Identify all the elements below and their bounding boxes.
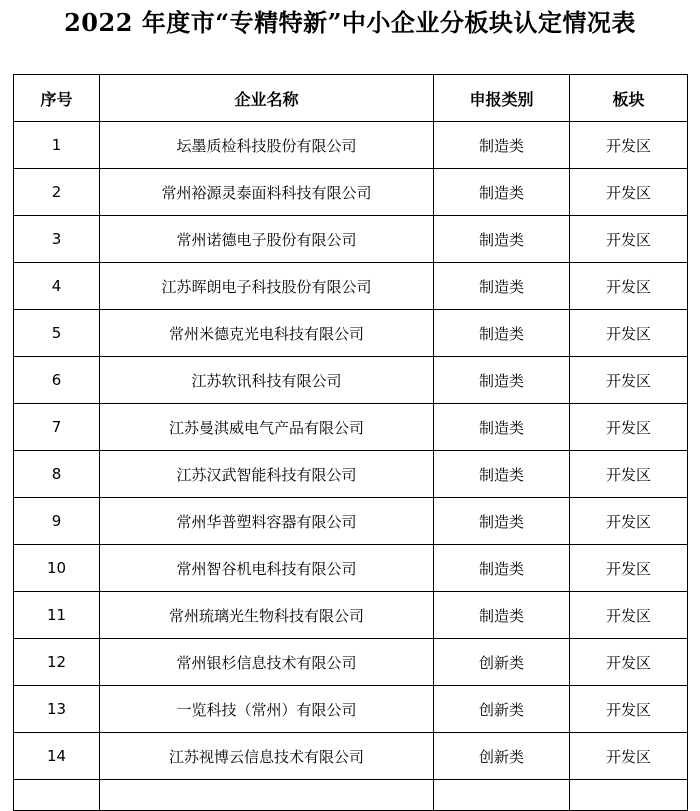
cell-category: 制造类: [434, 498, 570, 545]
cell-company-name: 常州银杉信息技术有限公司: [100, 639, 434, 686]
cell-district: 开发区: [570, 404, 688, 451]
cell-district: 开发区: [570, 263, 688, 310]
cell-district: 开发区: [570, 357, 688, 404]
table-row-partial: [14, 780, 688, 811]
cell-district: 开发区: [570, 498, 688, 545]
cell-company-name: 常州米德克光电科技有限公司: [100, 310, 434, 357]
cell-company-name: 江苏软讯科技有限公司: [100, 357, 434, 404]
cell-company-name: 一览科技（常州）有限公司: [100, 686, 434, 733]
table-row: [14, 592, 688, 639]
cell-company-name: 常州诺德电子股份有限公司: [100, 216, 434, 263]
cell-district: 开发区: [570, 686, 688, 733]
cell-index: 1: [14, 122, 100, 169]
cell-category: 制造类: [434, 310, 570, 357]
cell-index: 8: [14, 451, 100, 498]
header-district: 板块: [570, 75, 688, 122]
cell-district: 开发区: [570, 639, 688, 686]
table-cell-empty: [434, 780, 570, 811]
cell-index: 10: [14, 545, 100, 592]
cell-company-name: 常州华普塑料容器有限公司: [100, 498, 434, 545]
cell-company-name: 常州智谷机电科技有限公司: [100, 545, 434, 592]
cell-district: 开发区: [570, 216, 688, 263]
table-row: [14, 639, 688, 686]
table-cell-empty: [100, 780, 434, 811]
table-row: [14, 216, 688, 263]
cell-district: 开发区: [570, 122, 688, 169]
table-row: [14, 733, 688, 780]
table-row: [14, 169, 688, 216]
page-title: 2022 年度市“专精特新”中小企业分板块认定情况表: [64, 8, 636, 37]
cell-company-name: 江苏晖朗电子科技股份有限公司: [100, 263, 434, 310]
cell-category: 创新类: [434, 733, 570, 780]
table-row: [14, 357, 688, 404]
cell-index: 3: [14, 216, 100, 263]
table-row: [14, 122, 688, 169]
cell-company-name: 坛墨质检科技股份有限公司: [100, 122, 434, 169]
cell-category: 创新类: [434, 686, 570, 733]
cell-district: 开发区: [570, 310, 688, 357]
cell-category: 制造类: [434, 404, 570, 451]
cell-district: 开发区: [570, 733, 688, 780]
header-index: 序号: [14, 75, 100, 122]
table-row: [14, 263, 688, 310]
cell-category: 制造类: [434, 216, 570, 263]
table-cell-empty: [570, 780, 688, 811]
cell-category: 制造类: [434, 545, 570, 592]
cell-category: 创新类: [434, 639, 570, 686]
enterprise-table: [13, 74, 688, 811]
table-row: [14, 310, 688, 357]
table-row: [14, 451, 688, 498]
cell-company-name: 常州琉璃光生物科技有限公司: [100, 592, 434, 639]
cell-company-name: 常州裕源灵泰面料科技有限公司: [100, 169, 434, 216]
table-row: [14, 545, 688, 592]
header-category: 申报类别: [434, 75, 570, 122]
cell-index: 12: [14, 639, 100, 686]
cell-category: 制造类: [434, 357, 570, 404]
table-row: [14, 498, 688, 545]
cell-index: 2: [14, 169, 100, 216]
cell-index: 5: [14, 310, 100, 357]
cell-company-name: 江苏曼淇威电气产品有限公司: [100, 404, 434, 451]
cell-district: 开发区: [570, 545, 688, 592]
cell-category: 制造类: [434, 263, 570, 310]
table-header-row: [14, 75, 688, 122]
cell-district: 开发区: [570, 169, 688, 216]
cell-index: 6: [14, 357, 100, 404]
cell-company-name: 江苏视博云信息技术有限公司: [100, 733, 434, 780]
cell-index: 11: [14, 592, 100, 639]
cell-index: 9: [14, 498, 100, 545]
cell-category: 制造类: [434, 592, 570, 639]
header-company-name: 企业名称: [100, 75, 434, 122]
cell-index: 14: [14, 733, 100, 780]
cell-district: 开发区: [570, 592, 688, 639]
cell-category: 制造类: [434, 169, 570, 216]
table-row: [14, 686, 688, 733]
cell-district: 开发区: [570, 451, 688, 498]
cell-category: 制造类: [434, 451, 570, 498]
cell-index: 4: [14, 263, 100, 310]
table-cell-empty: [14, 780, 100, 811]
cell-index: 7: [14, 404, 100, 451]
cell-index: 13: [14, 686, 100, 733]
cell-company-name: 江苏汉武智能科技有限公司: [100, 451, 434, 498]
cell-category: 制造类: [434, 122, 570, 169]
table-row: [14, 404, 688, 451]
